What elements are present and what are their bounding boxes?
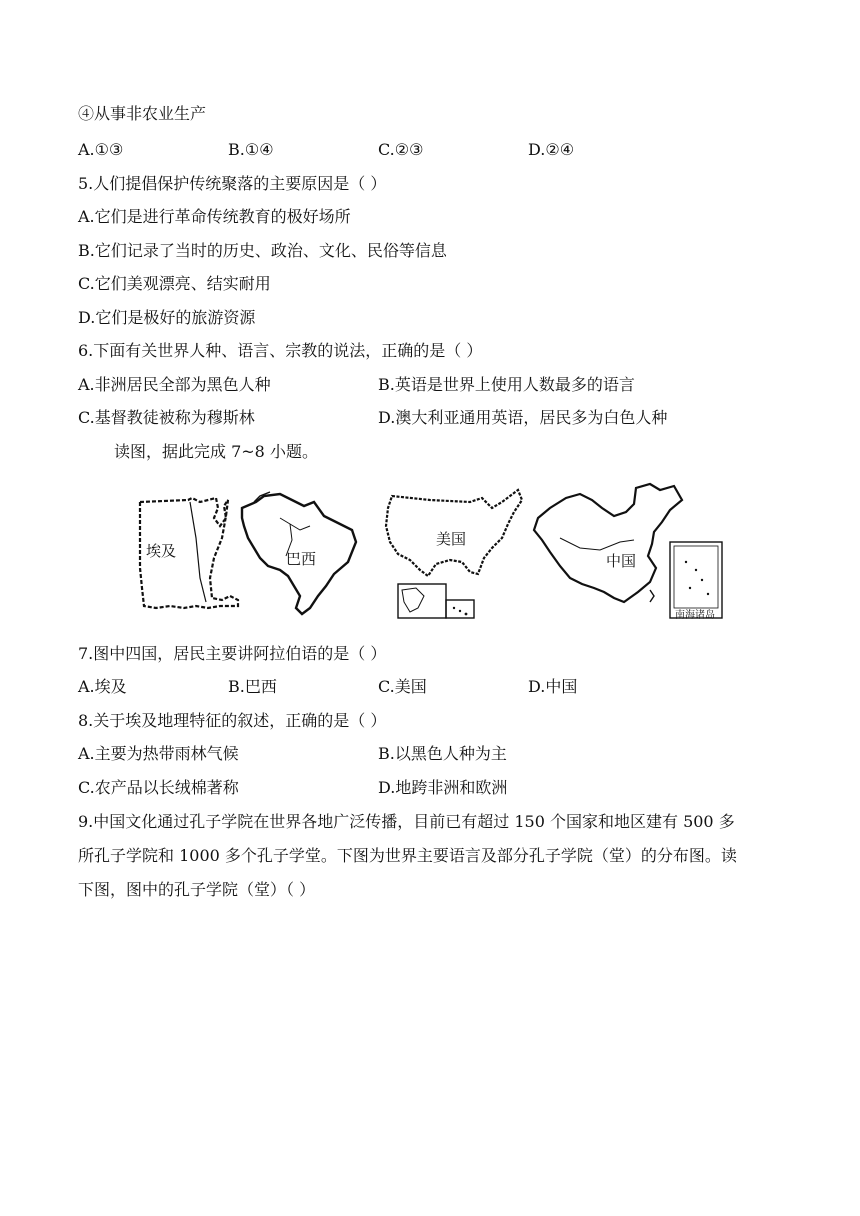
china-map bbox=[534, 484, 722, 621]
country-maps-figure bbox=[130, 478, 730, 630]
q4-option-a: A.①③ bbox=[78, 140, 124, 159]
brazil-label: 巴西 bbox=[286, 550, 317, 568]
usa-label: 美国 bbox=[436, 530, 467, 548]
q8-option-b: B.以黑色人种为主 bbox=[378, 744, 507, 763]
q6-option-c: C.基督教徒被称为穆斯林 bbox=[78, 408, 255, 427]
q5-option-d: D.它们是极好的旅游资源 bbox=[78, 308, 256, 327]
q4-option-d: D.②④ bbox=[528, 140, 575, 159]
q4-option-c: C.②③ bbox=[378, 140, 424, 159]
q6-stem: 6.下面有关世界人种、语言、宗教的说法，正确的是（ ） bbox=[78, 341, 483, 360]
q5-option-a: A.它们是进行革命传统教育的极好场所 bbox=[78, 207, 351, 226]
q5-stem: 5.人们提倡保护传统聚落的主要原因是（ ） bbox=[78, 174, 387, 193]
brazil-map bbox=[242, 492, 356, 614]
q4-option-b: B.①④ bbox=[228, 140, 274, 159]
south-sea-inset bbox=[670, 542, 722, 618]
q8-stem: 8.关于埃及地理特征的叙述，正确的是（ ） bbox=[78, 711, 387, 730]
q7-option-b: B.巴西 bbox=[228, 677, 277, 696]
q7-option-a: A.埃及 bbox=[78, 677, 127, 696]
q8-option-c: C.农产品以长绒棉著称 bbox=[78, 778, 239, 797]
hawaii-inset bbox=[446, 600, 474, 618]
q7-option-c: C.美国 bbox=[378, 677, 427, 696]
intro-7-8: 读图，据此完成 7~8 小题。 bbox=[114, 442, 318, 461]
q9-line2: 所孔子学院和 1000 多个孔子学堂。下图为世界主要语言及部分孔子学院（堂）的分布图。读 bbox=[78, 846, 737, 865]
egypt-map bbox=[140, 498, 238, 608]
q6-option-d: D.澳大利亚通用英语，居民多为白色人种 bbox=[378, 408, 668, 427]
q5-option-c: C.它们美观漂亮、结实耐用 bbox=[78, 274, 271, 293]
q7-stem: 7.图中四国，居民主要讲阿拉伯语的是（ ） bbox=[78, 644, 387, 663]
q7-option-d: D.中国 bbox=[528, 677, 578, 696]
q6-option-a: A.非洲居民全部为黑色人种 bbox=[78, 375, 271, 394]
q9-line3: 下图，图中的孔子学院（堂）（ ） bbox=[78, 880, 316, 899]
q5-option-b: B.它们记录了当时的历史、政治、文化、民俗等信息 bbox=[78, 241, 447, 260]
q8-option-a: A.主要为热带雨林气候 bbox=[78, 744, 239, 763]
q4-item4: ④从事非农业生产 bbox=[78, 104, 207, 123]
egypt-label: 埃及 bbox=[146, 542, 177, 560]
q8-option-d: D.地跨非洲和欧洲 bbox=[378, 778, 508, 797]
usa-map bbox=[386, 490, 522, 618]
q9-line1: 9.中国文化通过孔子学院在世界各地广泛传播，目前已有超过 150 个国家和地区建有 500 多 bbox=[78, 812, 735, 831]
south-sea-label: 南海诸岛 bbox=[675, 610, 715, 621]
china-label: 中国 bbox=[606, 552, 637, 570]
q6-option-b: B.英语是世界上使用人数最多的语言 bbox=[378, 375, 635, 394]
